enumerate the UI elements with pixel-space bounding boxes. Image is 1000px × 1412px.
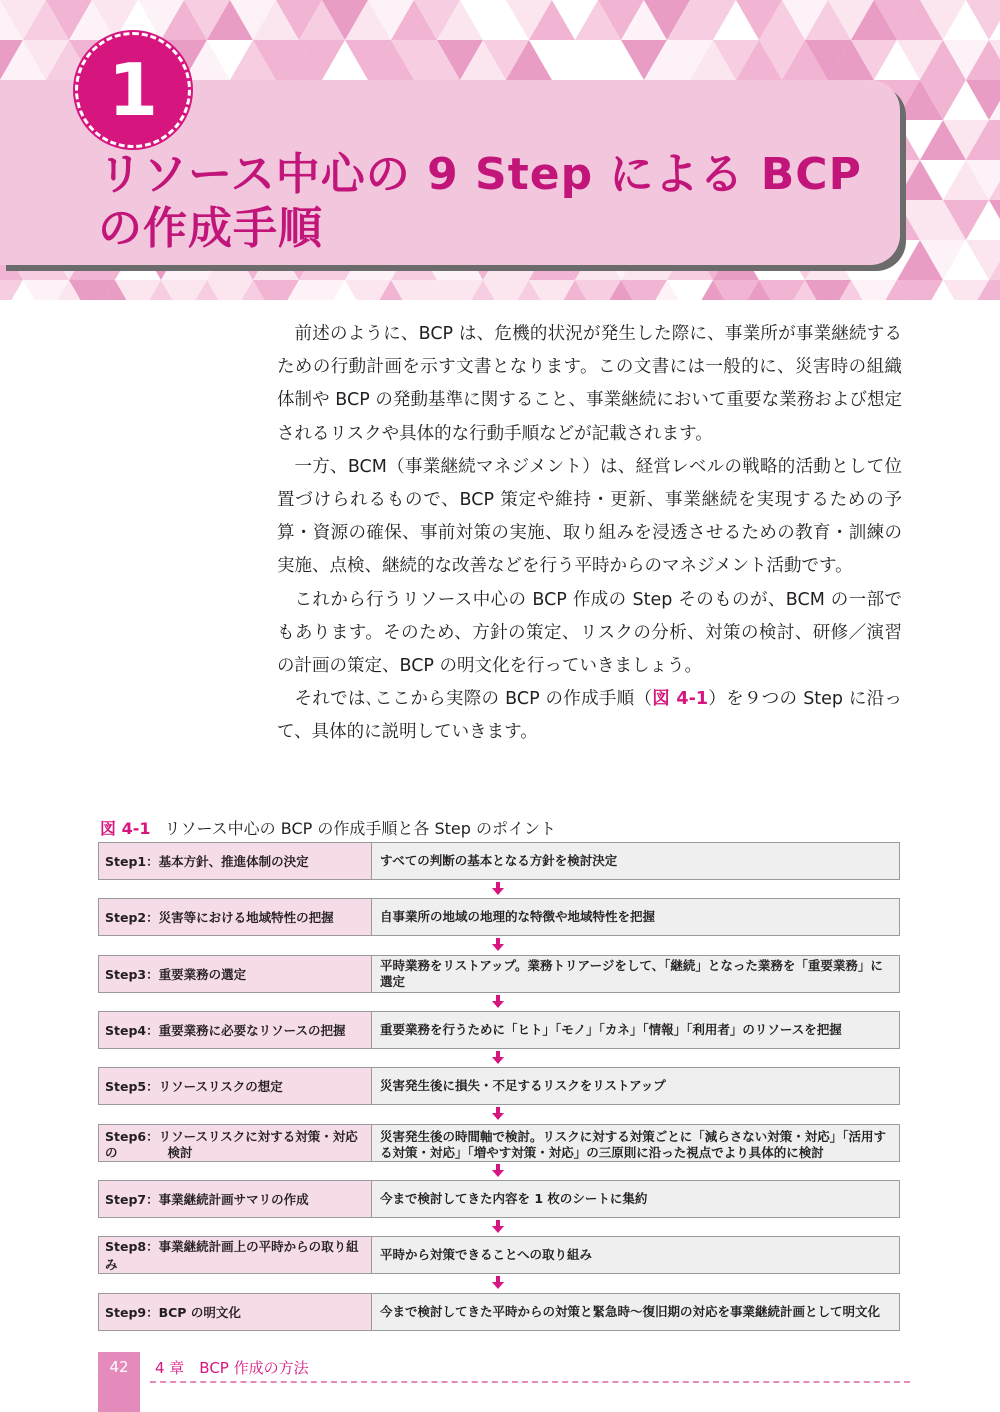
- down-arrow-icon: [492, 882, 504, 896]
- step-row: [98, 898, 900, 936]
- down-arrow-icon: [492, 1051, 504, 1065]
- step-label: Step8：事業継続計画上の平時からの取り組み: [99, 1237, 372, 1273]
- step-description: 重要業務を行うために「ヒト」「モノ」「カネ」「情報」「利用者」のリソースを把握: [372, 1012, 899, 1048]
- step-description: すべての判断の基本となる方針を検討決定: [372, 843, 899, 879]
- down-arrow-icon: [492, 1107, 504, 1121]
- down-arrow-icon: [492, 938, 504, 952]
- paragraph-4-start: それでは､ここから実際の BCP の作成手順（: [294, 689, 653, 710]
- step-row: [98, 1067, 900, 1105]
- figure-title: リソース中心の BCP の作成手順と各 Step のポイント: [164, 819, 556, 838]
- down-arrow-icon: [492, 1276, 504, 1290]
- step-label: Step4：重要業務に必要なリソースの把握: [99, 1012, 372, 1048]
- page-number: 42: [98, 1352, 140, 1412]
- down-arrow-icon: [492, 1164, 504, 1178]
- step-row: [98, 955, 900, 993]
- step-label: Step6：リソースリスクに対する対策・対応の 検討: [99, 1125, 372, 1161]
- page-title: [98, 148, 898, 256]
- step-description: 平時業務をリストアップ。業務トリアージをして、「継続」となった業務を「重要業務」に選定: [372, 956, 899, 992]
- step-description: 今まで検討してきた内容を 1 枚のシートに集約: [372, 1181, 899, 1217]
- step-row: [98, 1124, 900, 1162]
- body-text: [277, 318, 902, 750]
- down-arrow-icon: [492, 1220, 504, 1234]
- step-row: [98, 1011, 900, 1049]
- step-row: [98, 1293, 900, 1331]
- title-line-2: の作成手順: [98, 203, 323, 254]
- step-label: Step3：重要業務の選定: [99, 956, 372, 992]
- step-label: Step5：リソースリスクの想定: [99, 1068, 372, 1104]
- step-row: [98, 842, 900, 880]
- step-row: [98, 1180, 900, 1218]
- step-label: Step2：災害等における地域特性の把握: [99, 899, 372, 935]
- footer-chapter-label: 4 章 BCP 作成の方法: [155, 1359, 309, 1377]
- paragraph-4: [277, 683, 902, 749]
- step-description: 平時から対策できることへの取り組み: [372, 1237, 899, 1273]
- step-description: 自事業所の地域の地理的な特徴や地域特性を把握: [372, 899, 899, 935]
- paragraph-3: これから行うリソース中心の BCP 作成の Step そのものが、BCM の一部でもあります。そのため、方針の策定、リスクの分析、対策の検討、研修／演習の計画の策定、BCP の明文化を行っていきましょう。: [277, 589, 902, 677]
- paragraph-4-end: ）を９つの Step に沿って、具体的に説明していきます。: [277, 689, 902, 743]
- step-description: 今まで検討してきた平時からの対策と緊急時～復旧期の対応を事業継続計画として明文化: [372, 1294, 899, 1330]
- step-label: Step1：基本方針、推進体制の決定: [99, 843, 372, 879]
- step-description: 災害発生後に損失・不足するリスクをリストアップ: [372, 1068, 899, 1104]
- title-line-1: リソース中心の 9 Step による BCP: [98, 149, 862, 200]
- down-arrow-icon: [492, 995, 504, 1009]
- paragraph-2: 一方、BCM（事業継続マネジメント）は、経営レベルの戦略的活動として位置づけられるもので、BCP 策定や維持・更新、事業継続を実現するための予算・資源の確保、事前対策の実施、取り組みを浸透させるための教育・訓練の実施、点検、継続的な改善などを行う平時からのマネジメント活動です。: [277, 456, 902, 577]
- chapter-number-badge: 1: [75, 32, 191, 148]
- step-label: Step9：BCP の明文化: [99, 1294, 372, 1330]
- figure-caption: [100, 816, 556, 839]
- figure-number: 図 4-1: [100, 819, 151, 838]
- step-row: [98, 1236, 900, 1274]
- footer-divider: [150, 1381, 910, 1383]
- step-label: Step7：事業継続計画サマリの作成: [99, 1181, 372, 1217]
- step-description: 災害発生後の時間軸で検討。リスクに対する対策ごとに「減らさない対策・対応」「活用する対策・対応」「増やす対策・対応」の三原則に沿った視点でより具体的に検討: [372, 1125, 899, 1161]
- figure-reference-link[interactable]: 図 4-1: [652, 689, 709, 710]
- paragraph-1: 前述のように、BCP は、危機的状況が発生した際に、事業所が事業継続するための行動計画を示す文書となります。この文書には一般的に、災害時の組織体制や BCP の発動基準に関すること、事業継続において重要な業務および想定されるリスクや具体的な行動手順などが記載されます。: [277, 324, 902, 444]
